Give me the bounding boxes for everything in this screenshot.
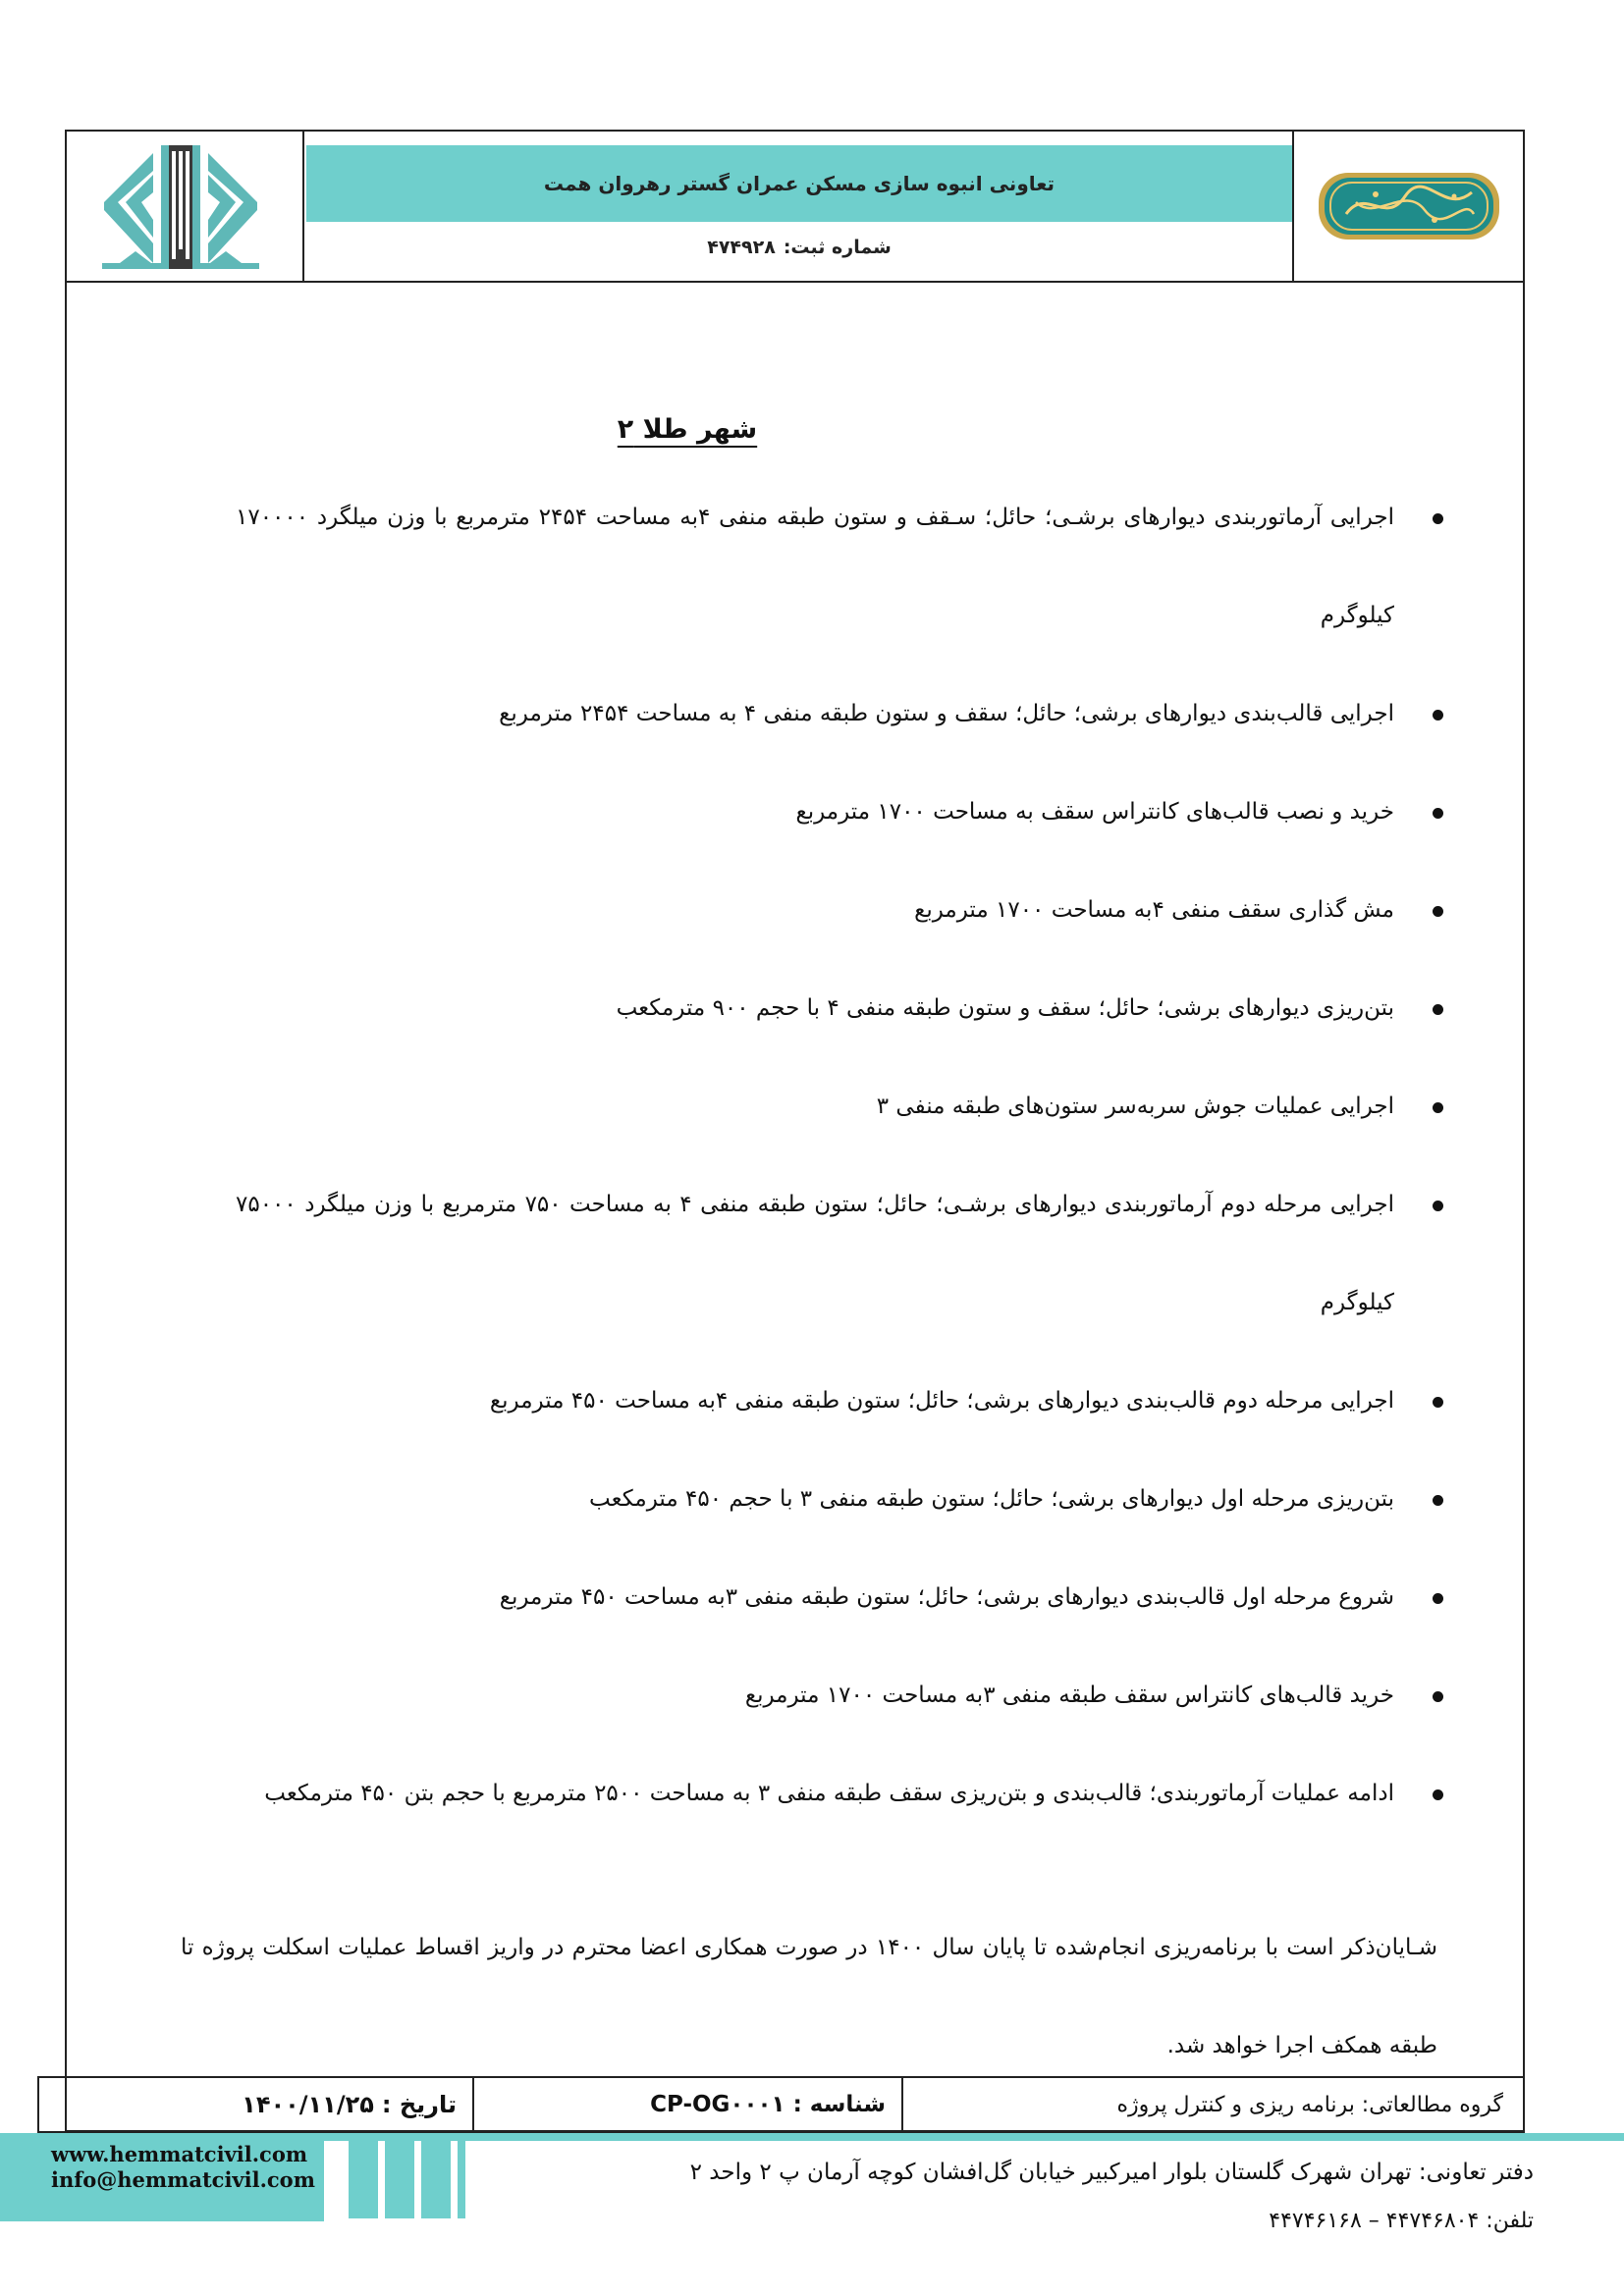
left-logo-cell xyxy=(67,132,304,281)
list-item-text: اجرایی قالب‌بندی دیوارهای برشی؛ حائل؛ سقف و ستون طبقه منفی ۴ به مساحت ۲۴۵۴ مترمربع xyxy=(499,701,1394,726)
phone-numbers: تلفن: ۴۴۷۴۶۸۰۴ – ۴۴۷۴۶۱۶۸ xyxy=(1269,2209,1534,2233)
list-item-text: بتن‌ریزی دیوارهای برشی؛ حائل؛ سقف و ستون طبقه منفی ۴ با حجم ۹۰۰ مترمکعب xyxy=(616,995,1394,1021)
list-item-continuation xyxy=(216,1292,1394,1314)
calligraphy-emblem-icon xyxy=(1317,167,1501,245)
list-item xyxy=(216,1488,1394,1511)
list-item xyxy=(216,703,1394,725)
date-cell xyxy=(39,2078,472,2131)
letterhead xyxy=(65,130,1525,283)
registration-label: شماره ثبت: xyxy=(783,237,892,258)
list-item-text: مش گذاری سقف منفی ۴به مساحت ۱۷۰۰ مترمربع xyxy=(914,897,1394,923)
footer-stripe xyxy=(458,2138,465,2218)
bullet-icon xyxy=(1433,1495,1443,1506)
document-id-cell xyxy=(472,2078,901,2131)
list-item xyxy=(216,899,1394,922)
list-item-text: کیلوگرم xyxy=(1320,1290,1394,1315)
footer-stripe xyxy=(385,2138,414,2218)
list-item-text: شروع مرحله اول قالب‌بندی دیوارهای برشی؛ حائل؛ ستون طبقه منفی ۳به مساحت ۴۵۰ مترمربع xyxy=(499,1584,1394,1610)
list-item xyxy=(216,507,1394,529)
bullet-icon xyxy=(1433,808,1443,819)
list-item-continuation xyxy=(216,605,1394,627)
list-item xyxy=(216,1095,1394,1118)
document-id-value: CP-OG۰۰۰۱ xyxy=(650,2092,785,2117)
list-item-text: بتن‌ریزی مرحله اول دیوارهای برشی؛ حائل؛ ستون طبقه منفی ۳ با حجم ۴۵۰ مترمکعب xyxy=(589,1486,1394,1512)
registration-line xyxy=(306,228,1292,267)
bullet-icon xyxy=(1433,1004,1443,1015)
bullet-icon xyxy=(1433,1397,1443,1408)
bullet-icon xyxy=(1433,1102,1443,1113)
header-title-band xyxy=(306,145,1292,222)
bullet-icon xyxy=(1433,906,1443,917)
list-item xyxy=(216,1586,1394,1609)
document-title xyxy=(491,414,884,445)
registration-number: ۴۷۴۹۲۸ xyxy=(707,237,776,258)
date-label: تاریخ : xyxy=(381,2091,457,2118)
footer-table xyxy=(37,2076,1525,2133)
list-item xyxy=(216,1390,1394,1413)
list-item-text: اجرایی عملیات جوش سربه‌سر ستون‌های طبقه منفی ۳ xyxy=(876,1094,1394,1119)
office-address: دفتر تعاونی: تهران شهرک گلستان بلوار امیرکبیر خیابان گل‌افشان کوچه آرمان پ ۲ واحد ۲ xyxy=(689,2160,1534,2185)
list-item-text: اجرایی مرحله دوم قالب‌بندی دیوارهای برشی؛ حائل؛ ستون طبقه منفی ۴به مساحت ۴۵۰ مترمربع xyxy=(489,1388,1394,1414)
list-item xyxy=(216,1684,1394,1707)
study-group-text: گروه مطالعاتی: برنامه ریزی و کنترل پروژه xyxy=(1116,2092,1503,2117)
building-logo-icon xyxy=(96,141,265,273)
list-item-text: کیلوگرم xyxy=(1320,603,1394,628)
email-link[interactable]: info@hemmatcivil.com xyxy=(51,2167,315,2193)
bullet-icon xyxy=(1433,1201,1443,1211)
bullet-icon xyxy=(1433,710,1443,721)
bullet-icon xyxy=(1433,1691,1443,1702)
document-id-label: شناسه : xyxy=(792,2092,886,2117)
footer-stripe xyxy=(349,2138,378,2218)
organization-name: تعاونی انبوه سازی مسکن عمران گستر رهروان همت xyxy=(543,172,1056,195)
document-title-text: شهر طلا ۲ xyxy=(617,414,758,445)
bullet-icon xyxy=(1433,1593,1443,1604)
closing-paragraph: شـایان‌ذکر است با برنامه‌ریزی انجام‌شده تا پایان سال ۱۴۰۰ در صورت همکاری اعضا محترم در واریز اقساط عملیات اسکلت پروژه تا طبقه همکف اجرا خواهد شد. xyxy=(181,1935,1438,2058)
list-item-text: اجرایی آرماتوربندی دیوارهای برشـی؛ حائل؛ سـقف و ستون طبقه منفی ۴به مساحت ۲۴۵۴ مترمربع با وزن میلگرد ۱۷۰۰۰۰ xyxy=(236,505,1394,530)
bullet-icon xyxy=(1433,1789,1443,1800)
bullet-icon xyxy=(1433,513,1443,524)
list-item xyxy=(216,997,1394,1020)
website-link[interactable]: www.hemmatcivil.com xyxy=(51,2142,308,2166)
list-item-text: ادامه عملیات آرماتوربندی؛ قالب‌بندی و بتن‌ریزی سقف طبقه منفی ۳ به مساحت ۲۵۰۰ مترمربع با حجم بتن ۴۵۰ مترمکعب xyxy=(264,1781,1394,1806)
footer-contact xyxy=(51,2142,315,2194)
list-item xyxy=(216,801,1394,824)
footer-stripe xyxy=(421,2138,451,2218)
date-value: ۱۴۰۰/۱۱/۲۵ xyxy=(242,2091,374,2118)
list-item xyxy=(216,1194,1394,1216)
list-item-text: اجرایی مرحله دوم آرماتوربندی دیوارهای برشـی؛ حائل؛ ستون طبقه منفی ۴ به مساحت ۷۵۰ مترمربع با وزن میلگرد ۷۵۰۰۰ xyxy=(236,1192,1394,1217)
list-item-text: خرید قالب‌های کانتراس سقف طبقه منفی ۳به مساحت ۱۷۰۰ مترمربع xyxy=(744,1682,1394,1708)
list-item xyxy=(216,1783,1394,1805)
study-group-cell xyxy=(901,2078,1523,2131)
right-logo-cell xyxy=(1292,132,1523,281)
list-item-text: خرید و نصب قالب‌های کانتراس سقف به مساحت ۱۷۰۰ مترمربع xyxy=(795,799,1394,825)
